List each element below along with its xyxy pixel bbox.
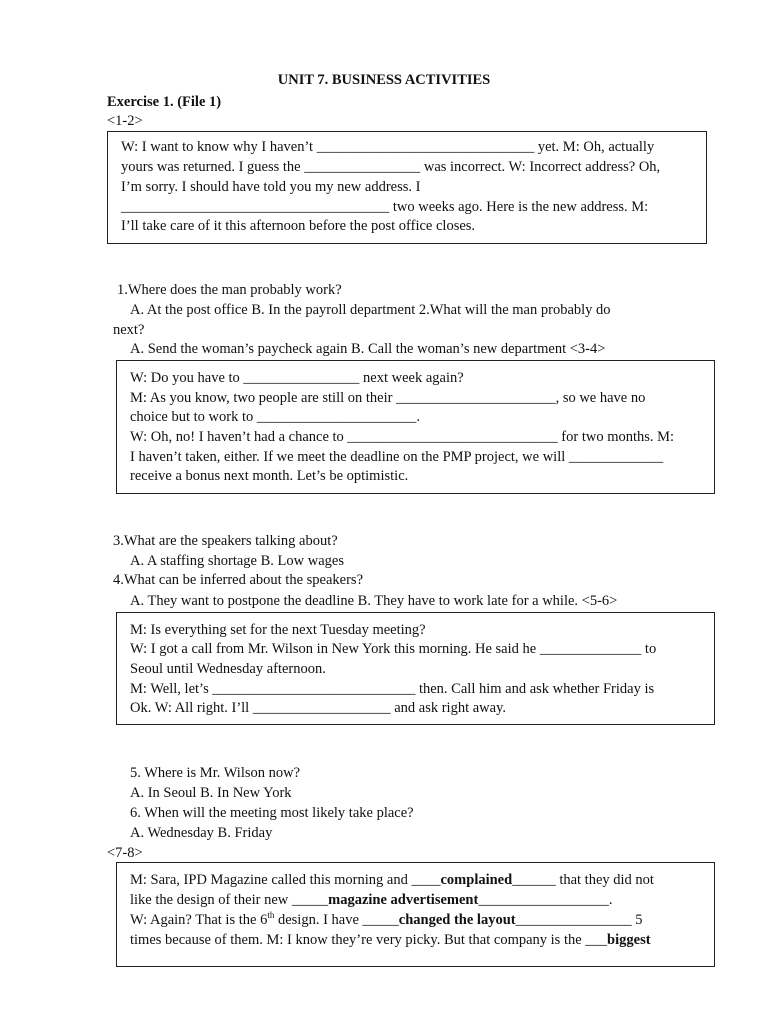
transcript-box-2 [116, 360, 715, 494]
exercise-heading: Exercise 1. (File 1) [107, 94, 222, 110]
transcript-line: yours was returned. I guess the ________________ was incorrect. W: Incorrect address? Oh, [121, 159, 661, 175]
transcript-line: W: Do you have to ________________ next week again? [130, 370, 464, 386]
question-options: A. A staffing shortage B. Low wages [130, 553, 344, 569]
question-options: A. They want to postpone the deadline B. They have to work late for a while. <5-6> [130, 593, 618, 609]
answer-text: complained [440, 872, 513, 888]
transcript-line: Seoul until Wednesday afternoon. [130, 661, 326, 677]
transcript-line: choice but to work to ______________________. [130, 409, 420, 425]
transcript-line: W: I want to know why I haven’t ______________________________ yet. M: Oh, actually [121, 139, 655, 155]
transcript-line: M: As you know, two people are still on their ______________________, so we have no [130, 390, 646, 406]
transcript-line: receive a bonus next month. Let’s be optimistic. [130, 468, 409, 484]
question-options: A. Send the woman’s paycheck again B. Call the woman’s new department <3-4> [130, 341, 606, 357]
section-marker: <1-2> [107, 113, 143, 129]
question-options: A. At the post office B. In the payroll department 2.What will the man probably do [130, 302, 611, 318]
question-options: A. Wednesday B. Friday [130, 825, 273, 841]
transcript-line: W: I got a call from Mr. Wilson in New York this morning. He said he ______________ to [130, 641, 657, 657]
question-text: 5. Where is Mr. Wilson now? [130, 765, 301, 781]
transcript-line: I haven’t taken, either. If we meet the deadline on the PMP project, we will _____________ [130, 449, 664, 465]
transcript-line: W: Oh, no! I haven’t had a chance to _____________________________ for two months. M: [130, 429, 675, 445]
question-text: 1.Where does the man probably work? [117, 282, 342, 298]
transcript-line: M: Well, let’s ____________________________ then. Call him and ask whether Friday is [130, 681, 655, 697]
answer-text: changed the layout [398, 912, 516, 928]
answer-text: magazine advertisement [328, 892, 479, 908]
question-text: 3.What are the speakers talking about? [113, 533, 338, 549]
transcript-box-1 [107, 131, 707, 244]
transcript-line: I’ll take care of it this afternoon before the post office closes. [121, 218, 476, 234]
transcript-box-3 [116, 612, 715, 725]
transcript-line: times because of them. M: I know they’re very picky. But that company is the ___biggest [130, 932, 651, 948]
section-marker: <7-8> [107, 845, 143, 861]
transcript-line: M: Sara, IPD Magazine called this morning and ____complained______ that they did not [130, 872, 654, 888]
question-options: A. In Seoul B. In New York [130, 785, 292, 801]
transcript-line: I’m sorry. I should have told you my new address. I [121, 179, 421, 195]
transcript-line: W: Again? That is the 6th design. I have _____changed the layout________________ 5 [130, 910, 643, 928]
transcript-line: M: Is everything set for the next Tuesday meeting? [130, 622, 426, 638]
page-title: UNIT 7. BUSINESS ACTIVITIES [277, 72, 491, 88]
transcript-box-4 [116, 862, 715, 967]
transcript-line: _____________________________________ two weeks ago. Here is the new address. M: [121, 199, 649, 215]
transcript-line: Ok. W: All right. I’ll ___________________ and ask right away. [130, 700, 507, 716]
transcript-line: like the design of their new _____magazine advertisement__________________. [130, 892, 613, 908]
answer-text: biggest [607, 932, 651, 948]
question-text: next? [113, 322, 145, 338]
question-text: 6. When will the meeting most likely take place? [130, 805, 414, 821]
question-text: 4.What can be inferred about the speakers? [113, 572, 364, 588]
